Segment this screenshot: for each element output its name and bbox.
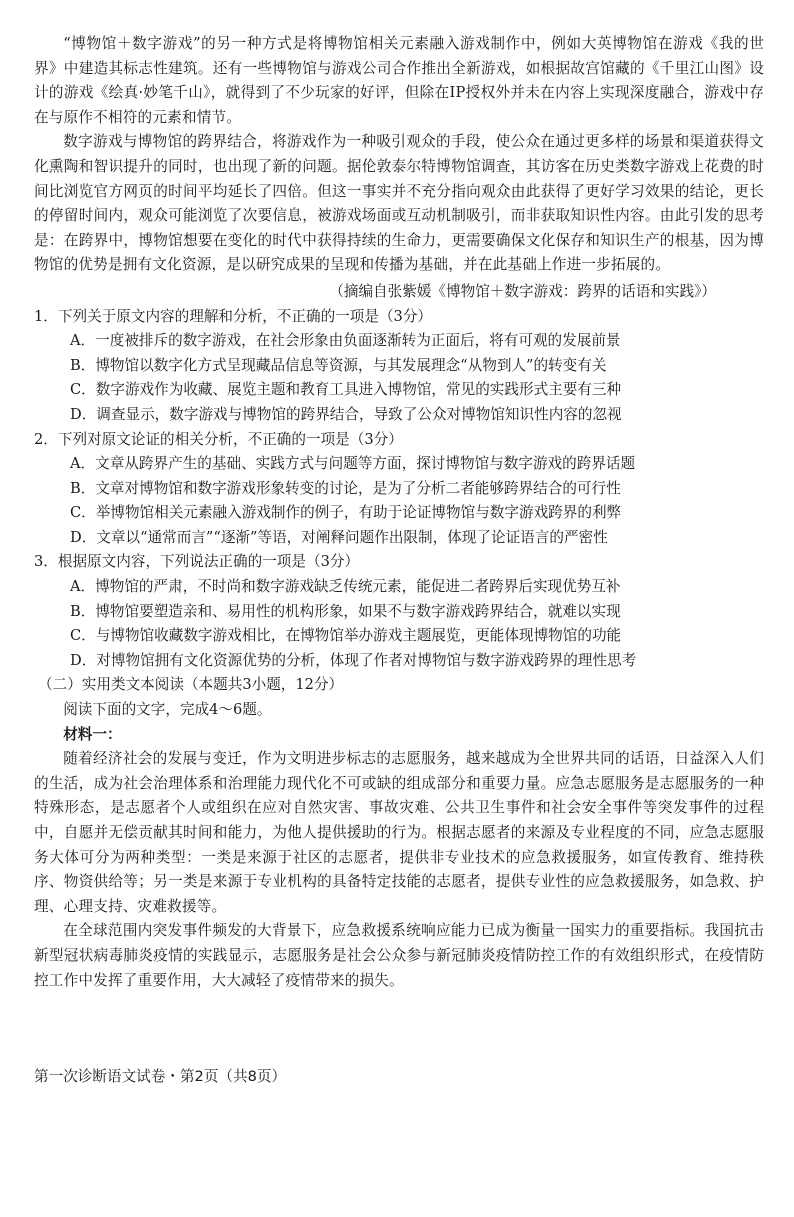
passage-paragraph-1: “博物馆＋数字游戏”的另一种方式是将博物馆相关元素融入游戏制作中，例如大英博物馆在游戏《我的世界》中建造其标志性建筑。还有一些博物馆与游戏公司合作推出全新游戏，如根据故宫馆藏的《千里江山图》设计的游戏《绘真·妙笔千山》，就得到了不少玩家的好评，但除在IP授权外并未在内容上实现深度融合，游戏中存在与原作不相符的元素和情节。	[34, 35, 764, 126]
option-b: B．文章对博物馆和数字游戏形象转变的讨论，是为了分析二者能够跨界结合的可行性	[70, 479, 621, 497]
question-stem: 1．下列关于原文内容的理解和分析，不正确的一项是（3分）	[34, 307, 433, 325]
option-d: D．对博物馆拥有文化资源优势的分析，体现了作者对博物馆与数字游戏跨界的理性思考	[70, 651, 637, 669]
page-footer: 第一次诊断语文试卷・第2页（共8页）	[34, 1068, 287, 1085]
material-label: 材料一：	[63, 725, 122, 743]
option-d: D．文章以“通常而言”“逐渐”等语，对阐释问题作出限制，体现了论证语言的严密性	[70, 528, 608, 546]
material-paragraph-2: 在全球范围内突发事件频发的大背景下，应急救援系统响应能力已成为衡量一国实力的重要指标。我国抗击新型冠状病毒肺炎疫情的实践显示，志愿服务是社会公众参与新冠肺炎疫情防控工作的有效组织形式，在疫情防控工作中发挥了重要作用，大大减轻了疫情带来的损失。	[34, 922, 764, 989]
option-c: C．数字游戏作为收藏、展览主题和教育工具进入博物馆，常见的实践形式主要有三种	[70, 381, 622, 399]
passage-paragraph-2: 数字游戏与博物馆的跨界结合，将游戏作为一种吸引观众的手段，使公众在通过更多样的场景和渠道获得文化熏陶和智识提升的同时，也出现了新的问题。据伦敦泰尔特博物馆调查，其访客在历史类数字游戏上花费的时间比浏览官方网页的时间平均延长了四倍。但这一事实并不充分指向观众由此获得了更好学习效果的结论，更长的停留时间内，观众可能浏览了次要信息，被游戏场面或互动机制吸引，而非获取知识性内容。由此引发的思考是：在跨界中，博物馆想要在变化的时代中获得持续的生命力，更需要确保文化保存和知识生产的根基，因为博物馆的优势是拥有文化资源，是以研究成果的呈现和传播为基础，并在此基础上作进一步拓展的。	[34, 133, 764, 274]
question-1	[34, 305, 764, 428]
option-a: A．一度被排斥的数字游戏，在社会形象由负面逐渐转为正面后，将有可观的发展前景	[70, 332, 621, 350]
question-stem: 2．下列对原文论证的相关分析，不正确的一项是（3分）	[34, 430, 403, 448]
section-heading: （二）实用类文本阅读（本题共3小题，12分）	[38, 676, 344, 694]
question-3	[34, 550, 764, 673]
section-instruction: 阅读下面的文字，完成4～6题。	[63, 701, 272, 719]
exam-page	[34, 32, 764, 993]
option-a: A．文章从跨界产生的基础、实践方式与问题等方面，探讨博物馆与数字游戏的跨界话题	[70, 455, 636, 473]
material-paragraph-1: 随着经济社会的发展与变迁，作为文明进步标志的志愿服务，越来越成为全世界共同的话语，日益深入人们的生活，成为社会治理体系和治理能力现代化不可或缺的组成部分和重要力量。应急志愿服务是志愿服务的一种特殊形态，是志愿者个人或组织在应对自然灾害、事故灾难、公共卫生事件和社会安全事件等突发事件的过程中，自愿并无偿贡献其时间和能力，为他人提供援助的行为。根据志愿者的来源及专业程度的不同，应急志愿服务大体可分为两种类型：一类是来源于社区的志愿者，提供非专业技术的应急救援服务，如宣传教育、维持秩序、物资供给等；另一类是来源于专业机构的具备特定技能的志愿者，提供专业性的应急救援服务，如急救、护理、心理支持、灾难救援等。	[34, 750, 764, 915]
option-c: C．与博物馆收藏数字游戏相比，在博物馆举办游戏主题展览，更能体现博物馆的功能	[70, 627, 622, 645]
question-stem: 3．根据原文内容，下列说法正确的一项是（3分）	[34, 553, 360, 571]
question-2	[34, 428, 764, 551]
option-b: B．博物馆以数字化方式呈现藏品信息等资源，与其发展理念“从物到人”的转变有关	[70, 356, 607, 374]
option-d: D．调查显示，数字游戏与博物馆的跨界结合，导致了公众对博物馆知识性内容的忽视	[70, 405, 622, 423]
passage-source: （摘编自张紫媛《博物馆＋数字游戏：跨界的话语和实践》）	[329, 282, 716, 300]
option-a: A．博物馆的严肃，不时尚和数字游戏缺乏传统元素，能促进二者跨界后实现优势互补	[70, 578, 621, 596]
option-c: C．举博物馆相关元素融入游戏制作的例子，有助于论证博物馆与数字游戏跨界的利弊	[70, 504, 622, 522]
option-b: B．博物馆要塑造亲和、易用性的机构形象，如果不与数字游戏跨界结合，就难以实现	[70, 602, 621, 620]
